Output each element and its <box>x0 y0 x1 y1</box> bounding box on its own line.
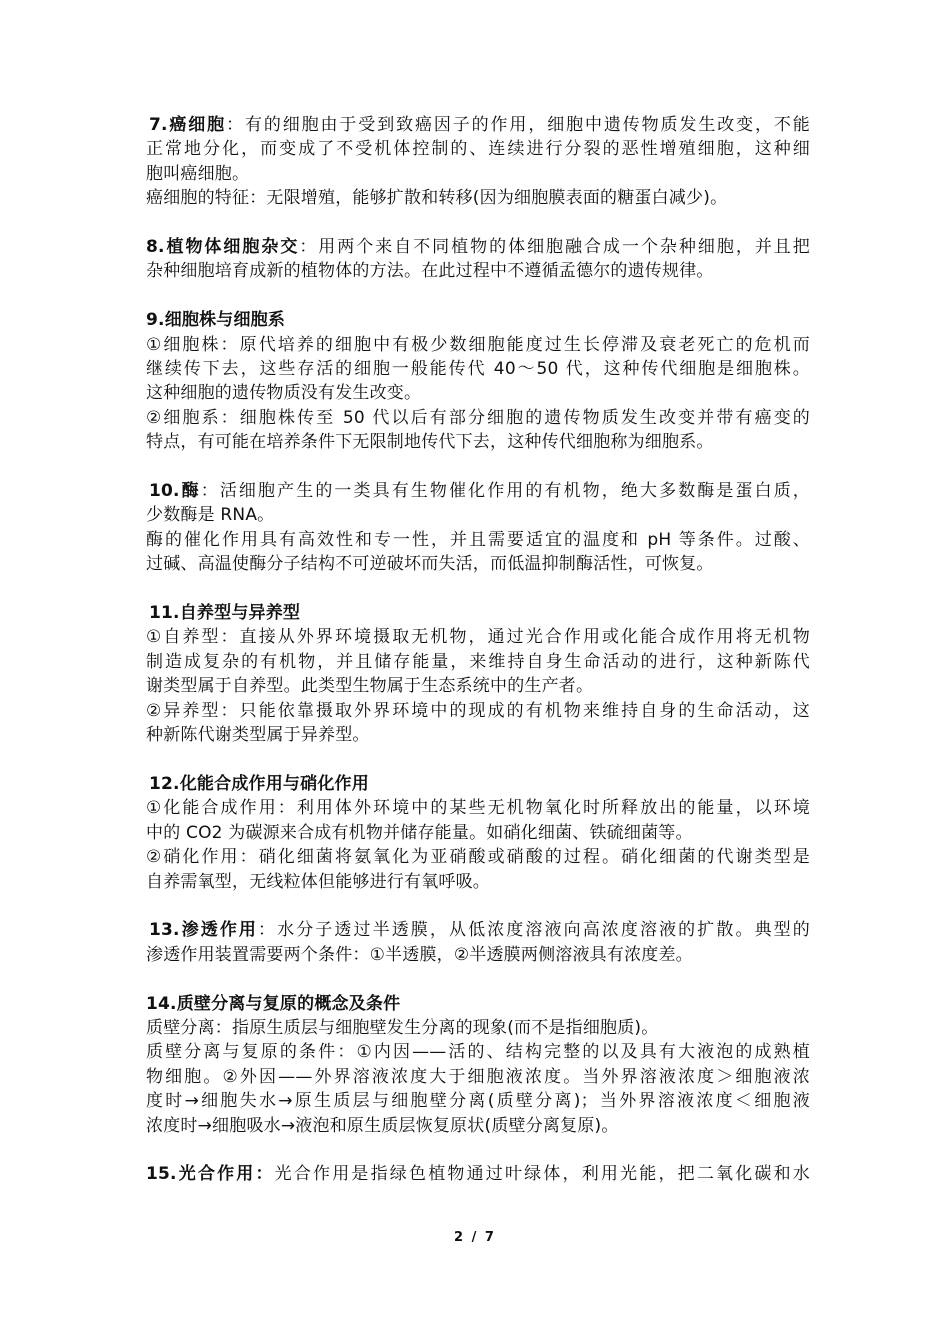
section-heading <box>146 992 810 1016</box>
section-line: 这种细胞的遗传物质没有发生改变。 <box>146 383 422 404</box>
section-heading-term: 酶 <box>179 481 201 502</box>
section-text: ：用两个来自不同植物的体细胞融合成一个杂种细胞，并且把 <box>299 237 810 258</box>
section-line: 质壁分离：指原生质层与细胞壁发生分离的现象(而不是指细胞质)。 <box>146 1017 659 1038</box>
section-line: ②细胞系：细胞株传至 50 代以后有部分细胞的遗传物质发生改变并带有癌变的 <box>146 407 810 428</box>
section-heading <box>146 601 810 625</box>
section-heading-number: 9. <box>146 310 165 331</box>
document-body <box>146 113 810 1211</box>
section-8-somatic-hybridization <box>146 235 810 284</box>
section-line: 杂种细胞培育成新的植物体的方法。在此过程中不遵循孟德尔的遗传规律。 <box>146 261 714 282</box>
section-heading-term: 渗透作用 <box>179 920 259 941</box>
section-12-chemosynthesis-nitrification <box>146 772 810 894</box>
section-line: 特点，有可能在培养条件下无限制地传代下去，这种传代细胞称为细胞系。 <box>146 432 714 453</box>
section-heading-term: 癌细胞 <box>167 115 227 135</box>
section-line: 物细胞。②外因——外界溶液浓度大于细胞液浓度。当外界溶液浓度＞细胞液浓 <box>146 1066 810 1087</box>
section-line: 癌细胞的特征：无限增殖，能够扩散和转移(因为细胞膜表面的糖蛋白减少)。 <box>146 188 728 209</box>
section-heading-term: 化能合成作用与硝化作用 <box>179 773 369 794</box>
section-line: 渗透作用装置需要两个条件：①半透膜，②半透膜两侧溶液具有浓度差。 <box>146 944 693 965</box>
section-line: ②异养型：只能依靠摄取外界环境中的现成的有机物来维持自身的生命活动，这 <box>146 700 810 721</box>
section-line: ①自养型：直接从外界环境摄取无机物，通过光合作用或化能合成作用将无机物 <box>146 627 810 648</box>
section-line <box>146 1162 810 1186</box>
section-text: ：活细胞产生的一类具有生物催化作用的有机物，绝大多数酶是蛋白质， <box>200 481 810 502</box>
section-heading-number: 7. <box>149 115 168 135</box>
section-line: 继续传下去，这些存活的细胞一般能传代 40～50 代，这种传代细胞是细胞株。 <box>146 359 810 380</box>
section-heading-number: 11. <box>149 603 180 624</box>
section-heading-number: 8. <box>146 237 165 258</box>
section-15-photosynthesis <box>146 1162 810 1186</box>
section-line: 种新陈代谢类型属于异养型。 <box>146 725 370 746</box>
section-heading-term: 植物体细胞杂交 <box>164 237 300 258</box>
section-9-cell-strain-line <box>146 308 810 454</box>
section-line: 自养需氧型，无线粒体但能够进行有氧呼吸。 <box>146 871 490 892</box>
section-line: 浓度时→细胞吸水→液泡和原生质层恢复原状(质壁分离复原)。 <box>146 1115 619 1136</box>
section-7-cancer-cell <box>146 113 810 211</box>
section-14-plasmolysis <box>146 992 810 1138</box>
section-heading-number: 15. <box>146 1164 177 1185</box>
section-11-autotroph-heterotroph <box>146 601 810 747</box>
section-line <box>146 113 810 137</box>
section-text: ：有的细胞由于受到致癌因子的作用，细胞中遗传物质发生改变，不能 <box>226 115 810 135</box>
section-heading-number: 13. <box>149 920 180 941</box>
section-line: ①细胞株：原代培养的细胞中有极少数细胞能度过生长停滞及衰老死亡的危机而 <box>146 334 810 355</box>
section-line: 少数酶是 RNA。 <box>146 505 275 526</box>
section-heading-number: 14. <box>146 993 177 1014</box>
section-13-osmosis <box>146 918 810 967</box>
section-line: 度时→细胞失水→原生质层与细胞壁分离(质壁分离)；当外界溶液浓度＜细胞液 <box>146 1091 810 1112</box>
section-line: 谢类型属于自养型。此类型生物属于生态系统中的生产者。 <box>146 676 594 697</box>
section-heading <box>146 772 810 796</box>
section-line: ②硝化作用：硝化细菌将氨氧化为亚硝酸或硝酸的过程。硝化细菌的代谢类型是 <box>146 847 810 868</box>
section-heading-number: 12. <box>149 773 180 794</box>
section-line: 中的 CO2 为碳源来合成有机物并储存能量。如硝化细菌、铁硫细菌等。 <box>146 822 693 843</box>
section-line: 胞叫癌细胞。 <box>146 163 250 184</box>
section-heading-term: 自养型与异养型 <box>179 603 301 624</box>
page-number: 2 / 7 <box>454 1230 496 1245</box>
section-line: 制造成复杂的有机物，并且储存能量，来维持自身生命活动的进行，这种新陈代 <box>146 651 810 672</box>
section-line: 正常地分化，而变成了不受机体控制的、连续进行分裂的恶性增殖细胞，这种细 <box>146 139 810 160</box>
section-text: 光合作用是指绿色植物通过叶绿体，利用光能，把二氧化碳和水 <box>274 1164 811 1185</box>
section-heading-term: 质壁分离与复原的概念及条件 <box>176 993 401 1014</box>
section-heading-number: 10. <box>149 481 180 502</box>
section-heading <box>146 308 810 332</box>
section-line <box>146 479 810 503</box>
section-line: ①化能合成作用：利用体外环境中的某些无机物氧化时所释放出的能量，以环境 <box>146 798 810 819</box>
section-heading-term: 细胞株与细胞系 <box>164 310 286 331</box>
section-line <box>146 235 810 259</box>
section-line: 质壁分离与复原的条件：①内因——活的、结构完整的以及具有大液泡的成熟植 <box>146 1042 810 1063</box>
section-heading-term: 光合作用： <box>176 1164 275 1185</box>
section-line: 酶的催化作用具有高效性和专一性，并且需要适宜的温度和 pH 等条件。过酸、 <box>146 529 810 550</box>
section-line: 过碱、高温使酶分子结构不可逆破坏而失活，而低温抑制酶活性，可恢复。 <box>146 554 714 575</box>
section-text: ：水分子透过半透膜，从低浓度溶液向高浓度溶液的扩散。典型的 <box>258 920 810 941</box>
section-10-enzyme <box>146 479 810 577</box>
section-line <box>146 918 810 942</box>
